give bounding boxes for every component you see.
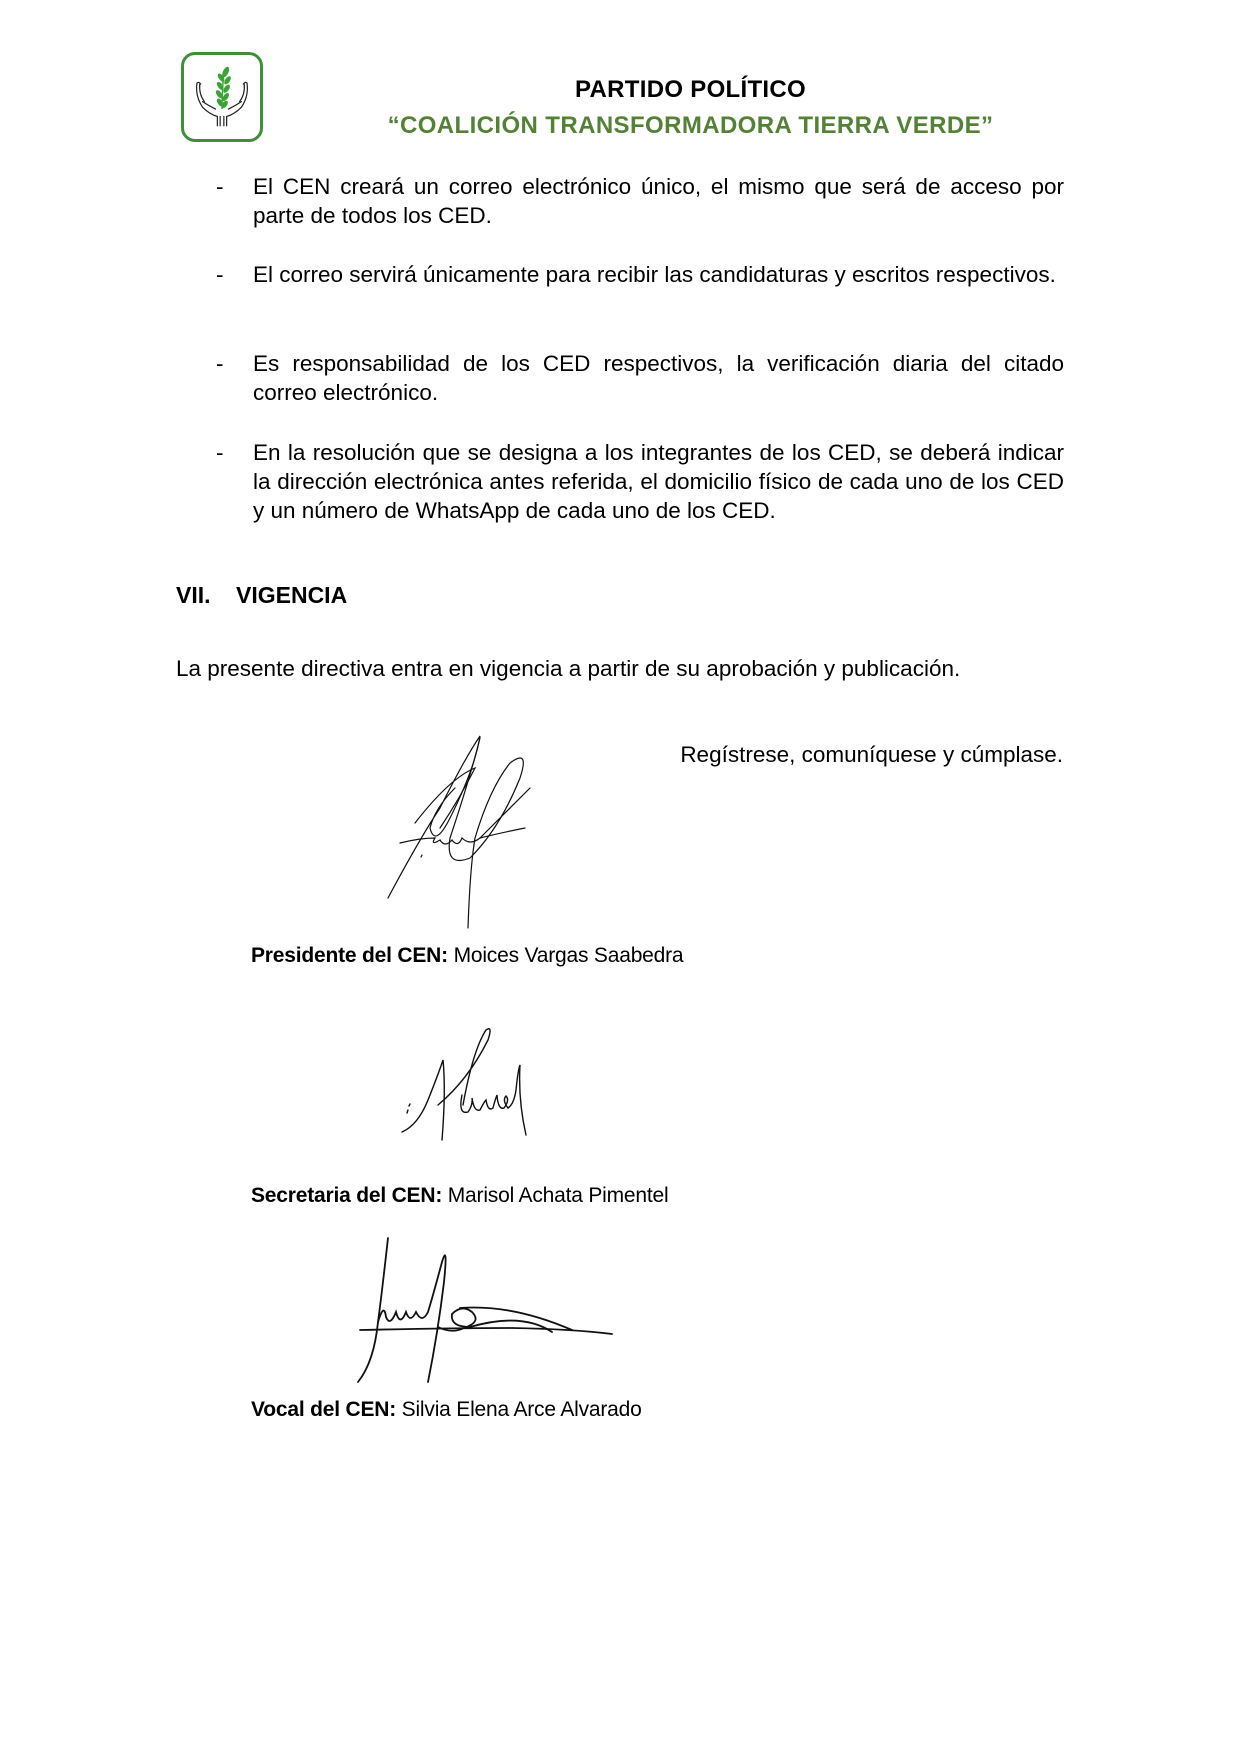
party-name: “COALICIÓN TRANSFORMADORA TIERRA VERDE”: [387, 112, 994, 139]
list-item: [216, 438, 1064, 525]
signer-role: Presidente del CEN:: [251, 944, 448, 967]
list-item: [216, 172, 1064, 230]
party-label: PARTIDO POLÍTICO: [574, 76, 807, 103]
bullet-dash: -: [216, 174, 224, 199]
signer-name: Marisol Achata Pimentel: [447, 1184, 669, 1207]
handwritten-signature-president: [380, 728, 590, 938]
closing-formula: Regístrese, comuníquese y cúmplase.: [680, 742, 1063, 767]
section-number: VII.: [176, 582, 211, 608]
list-item: [216, 349, 1064, 407]
signer-role: Vocal del CEN:: [251, 1398, 397, 1421]
section-heading: [176, 582, 347, 609]
signer-role: Secretaria del CEN:: [251, 1184, 443, 1207]
signer-president: [251, 944, 683, 968]
handwritten-signature-secretary: [398, 1020, 558, 1145]
bullet-dash: -: [216, 351, 224, 376]
section-title: VIGENCIA: [236, 582, 348, 608]
list-item: [216, 260, 1064, 289]
signer-name: Silvia Elena Arce Alvarado: [401, 1398, 642, 1421]
signer-vocal: [251, 1398, 642, 1422]
bullet-text: El CEN creará un correo electrónico único, el mismo que será de acceso por parte de todos los CED.: [253, 174, 1064, 228]
bullet-dash: -: [216, 262, 224, 287]
bullet-dash: -: [216, 440, 224, 465]
signer-secretary: [251, 1184, 668, 1208]
bullet-text: Es responsabilidad de los CED respectivos, la verificación diaria del citado correo electrónico.: [253, 351, 1064, 405]
body-paragraph: La presente directiva entra en vigencia a partir de su aprobación y publicación.: [176, 656, 961, 681]
handwritten-signature-vocal: [352, 1232, 622, 1387]
bullet-text: El correo servirá únicamente para recibir las candidaturas y escritos respectivos.: [253, 262, 1056, 287]
bullet-text: En la resolución que se designa a los integrantes de los CED, se deberá indicar la dirección electrónica antes referida, el domicilio físico de cada uno de los CED y un número de WhatsApp de cada uno de los CED.: [253, 440, 1064, 523]
signer-name: Moices Vargas Saabedra: [453, 944, 684, 967]
